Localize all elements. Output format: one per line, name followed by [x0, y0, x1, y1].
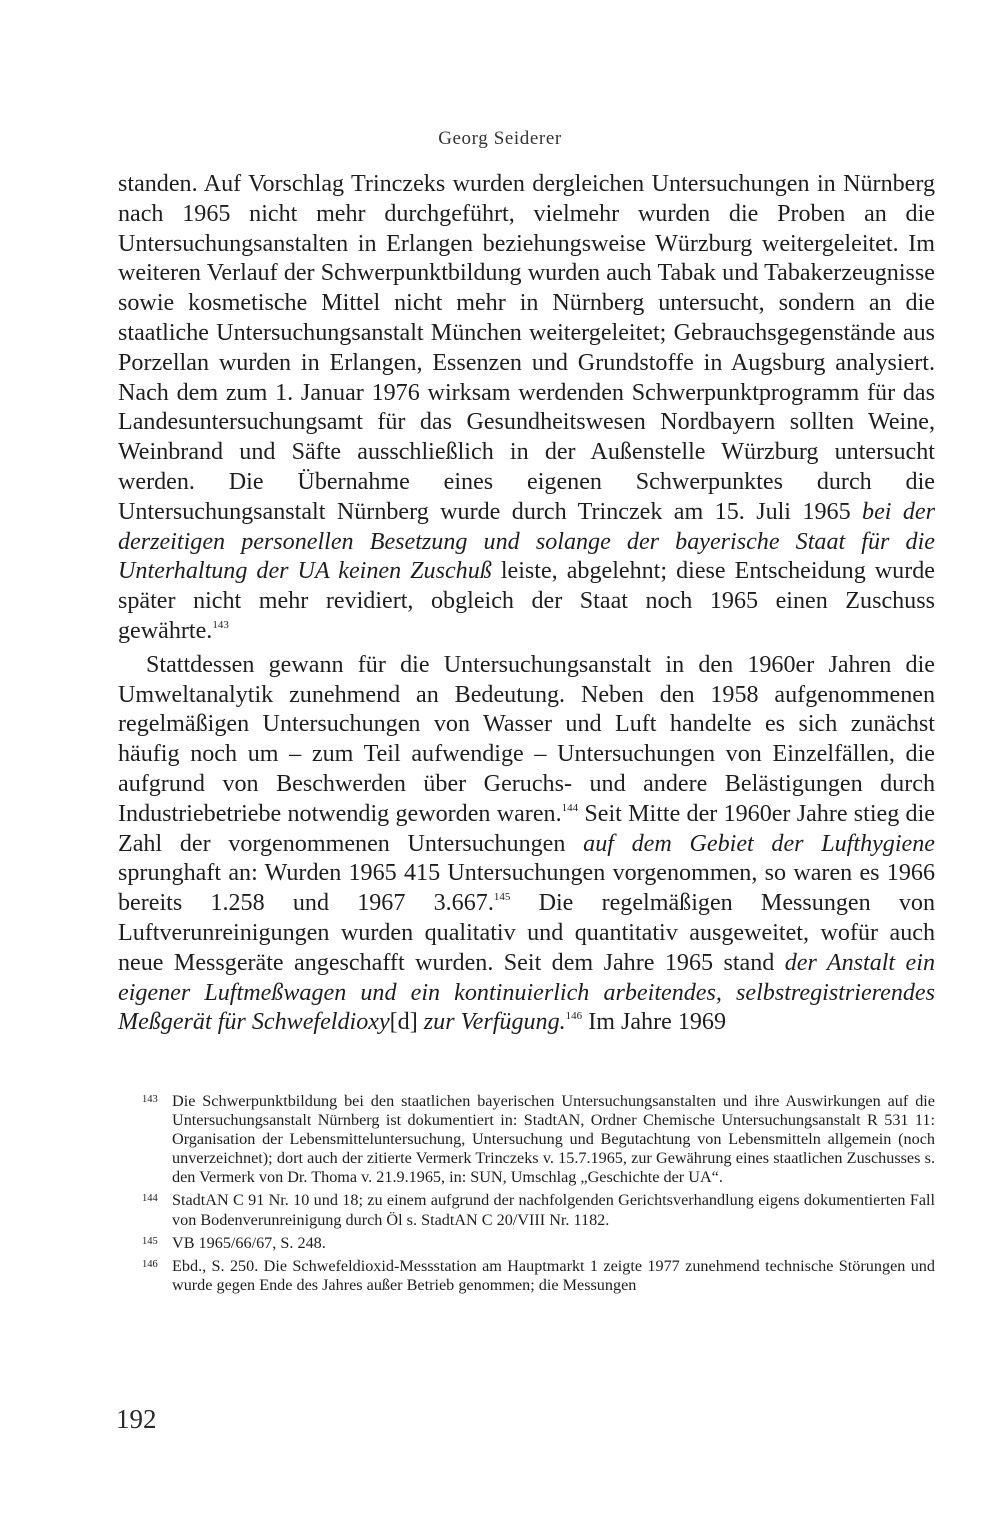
text-run: Die regelmäßigen Messungen von Luftverunreinigungen wurden qualitativ und quantitativ ausgeweitet, wofür auch neue Messgeräte angeschafft wurden. Seit dem Jahre 1965 stand: [118, 890, 936, 976]
text-run: Im Jahre 1969: [582, 1009, 727, 1036]
footnote-text: Ebd., S. 250. Die Schwefeldioxid-Messstation am Hauptmarkt 1 zeigte 1977 zunehmend technische Störungen und wurde gegen Ende des Jahres außer Betrieb genommen; die Messungen: [172, 1256, 935, 1294]
footnote-number: 145: [142, 1235, 158, 1247]
footnote-number: 143: [142, 1094, 158, 1105]
footnote-ref: 146: [565, 1010, 583, 1023]
running-head: Georg Seiderer: [438, 128, 562, 149]
footnote-number: 146: [142, 1258, 158, 1270]
emphasis-text: auf dem Gebiet der Lufthygiene: [583, 830, 935, 857]
footnote-text: StadtAN C 91 Nr. 10 und 18; zu einem aufgrund der nachfolgenden Gerichtsverhandlung eigens dokumentierten Fall von Bodenverunreinigung durch Öl s. StadtAN C 20/VIII Nr. 1182.: [172, 1191, 935, 1229]
footnote: [118, 1191, 935, 1229]
footnote: [118, 1257, 935, 1295]
footnote-ref: 145: [493, 891, 511, 904]
footnotes: [118, 1092, 935, 1299]
text-run: leiste, abgelehnt; diese Entscheidung wurde später nicht mehr revidiert, obgleich der Staat noch 1965 einen Zuschuss gewährte.: [118, 558, 935, 644]
footnote-ref: 143: [212, 618, 229, 631]
footnote-number: 144: [142, 1193, 158, 1205]
paragraph: [118, 651, 935, 1038]
body-text: [118, 170, 935, 1038]
footnote-ref: 144: [561, 801, 579, 814]
text-run: Stattdessen gewann für die Untersuchungsanstalt in den 1960er Jahren die Umweltanalytik zunehmend an Bedeutung. Neben den 1958 aufgenommenen regelmäßigen Untersuchungen von Wasser und Luft handelte es sich zunächst häufig noch um – zum Teil aufwendige – Untersuchungen von Einzelfällen, die aufgrund von Beschwerden über Geruchs- und andere Belästigungen durch Industriebetriebe notwendig geworden waren.: [118, 651, 935, 827]
text-run: standen. Auf Vorschlag Trinczeks wurden dergleichen Untersuchungen in Nürnberg nach 1965 nicht mehr durchgeführt, vielmehr wurden die Proben an die Untersuchungsanstalten in Erlangen beziehungsweise Würzburg weitergeleitet. Im weiteren Verlauf der Schwerpunktbildung wurden auch Tabak und Tabakerzeugnisse sowie kosmetische Mittel nicht mehr in Nürnberg untersucht, sondern an die staatliche Untersuchungsanstalt München weitergeleitet; Gebrauchsgegenstände aus Porzellan wurden in Erlangen, Essenzen und Grundstoffe in Augsburg analysiert. Nach dem zum 1. Januar 1976 wirksam werdenden Schwerpunktprogramm für das Landesuntersuchungsamt für das Gesundheitswesen Nordbayern sollten Weine, Weinbrand und Säfte ausschließlich in der Außenstelle Würzburg untersucht werden. Die Übernahme eines eigenen Schwerpunktes durch die Untersuchungsanstalt Nürnberg wurde durch Trinczek am 15. Juli 1965: [118, 171, 935, 525]
page-number: 192: [116, 1404, 157, 1434]
emphasis-text: der Anstalt ein eigener Luftmeßwagen und ein kontinuierlich arbeitendes, selbstregistrierendes Meßgerät für Schwefeldioxy: [118, 949, 935, 1036]
text-run: [d]: [389, 1009, 418, 1036]
emphasis-text: bei der derzeitigen personellen Besetzung und solange der bayerische Staat für die Unterhaltung der UA keinen Zuschuß: [118, 498, 936, 585]
emphasis-text: zur Verfügung.: [417, 1009, 566, 1036]
paragraph: [118, 170, 935, 647]
footnote-text: VB 1965/66/67, S. 248.: [172, 1233, 326, 1252]
footnote-text: Die Schwerpunktbildung bei den staatlichen bayerischen Untersuchungsanstalten und ihre Auswirkungen auf die Untersuchungsanstalt Nürnberg ist dokumentiert in: StadtAN, Ordner Chemische Untersuchungsanstalt R 531 11: Organisation der Lebensmitteluntersuchung, Untersuchung und Begutachtung von Lebensmitteln allgemein (noch unverzeichnet); dort auch der zitierte Vermerk Trinczeks v. 15.7.1965, zur Gewährung eines staatlichen Zuschusses s. den Vermerk von Dr. Thoma v. 21.9.1965, in: SUN, Umschlag „Geschichte der UA“.: [172, 1092, 935, 1187]
footnote: [118, 1234, 935, 1253]
footnote: [118, 1092, 935, 1187]
text-run: sprunghaft an: Wurden 1965 415 Untersuchungen vorgenommen, so waren es 1966 bereits 1.258 und 1967 3.667.: [118, 860, 935, 917]
text-run: Seit Mitte der 1960er Jahre stieg die Zahl der vorgenommenen Untersuchungen: [118, 800, 935, 857]
